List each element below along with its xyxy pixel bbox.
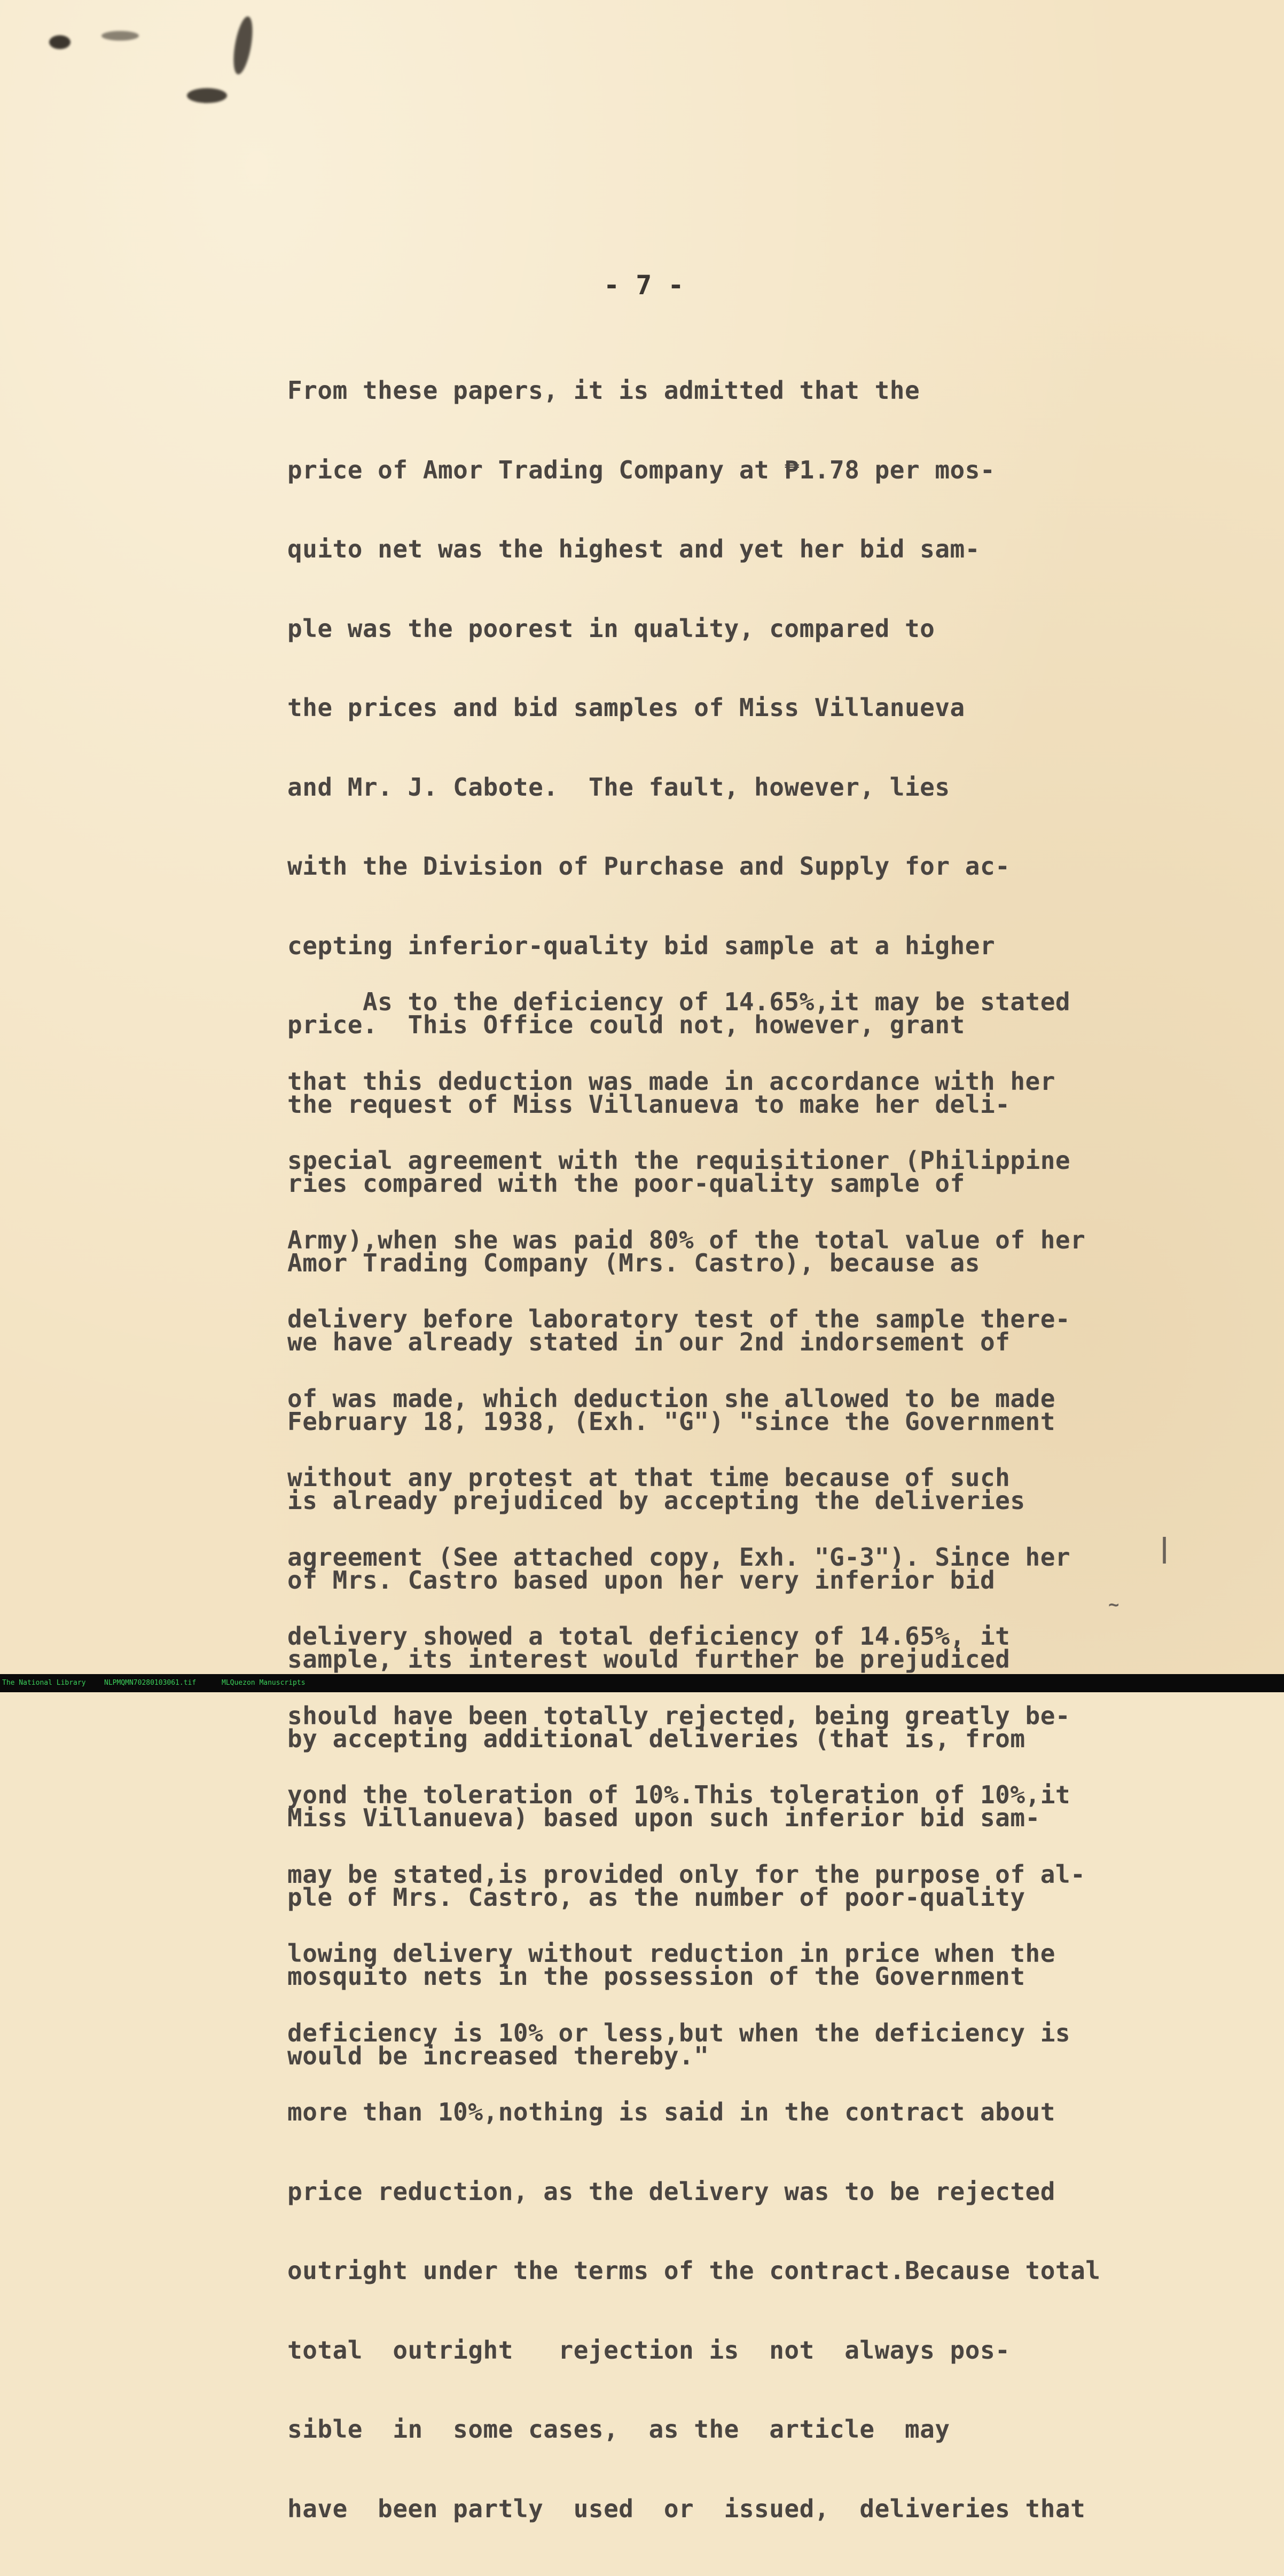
text-line: Miss Villanueva) based upon such inferior bid sam- [287, 1803, 1040, 1832]
text-line: ries compared with the poor-quality sample of [287, 1169, 965, 1198]
text-line: delivery showed a total deficiency of 14.65%, it [287, 1622, 1011, 1651]
text-line: by accepting additional deliveries (that is, from [287, 1724, 1025, 1753]
text-line: price. This Office could not, however, grant [287, 1010, 965, 1039]
text-line: mosquito nets in the possession of the Government [287, 1962, 1025, 1991]
text-line: February 18, 1938, (Exh. "G") "since the Government [287, 1407, 1055, 1436]
text-line: agreement (See attached copy, Exh. "G-3"). Since her [287, 1542, 1071, 1572]
ink-stain [101, 31, 139, 41]
text-line: Amor Trading Company (Mrs. Castro), because as [287, 1248, 980, 1277]
text-line: Army),when she was paid 80% of the total value of her [287, 1225, 1086, 1254]
text-line: of Mrs. Castro based upon her very inferior bid [287, 1565, 996, 1595]
text-line: without any protest at that time because of such [287, 1463, 1011, 1492]
text-line: deficiency is 10% or less,but when the deficiency is [287, 2018, 1071, 2047]
footer-file: NLPMQMN70280103061.tif [104, 1679, 197, 1687]
text-line: and Mr. J. Cabote. The fault, however, lies [287, 772, 950, 802]
text-line: outright under the terms of the contract.Because total [287, 2256, 1101, 2285]
text-line: the request of Miss Villanueva to make her deli- [287, 1089, 1011, 1119]
ink-stain [49, 35, 71, 49]
text-line: the prices and bid samples of Miss Villanueva [287, 693, 965, 722]
text-line: total outright rejection is not always pos- [287, 2335, 1011, 2365]
text-line: yond the toleration of 10%.This toleration of 10%,it [287, 1780, 1071, 1809]
text-line: ple of Mrs. Castro, as the number of poor-quality [287, 1882, 1025, 1912]
page-number: - 7 - [604, 270, 684, 301]
text-line: with the Division of Purchase and Supply for ac- [287, 852, 1011, 881]
footer-institution: The National Library [2, 1679, 86, 1687]
text-line: of was made, which deduction she allowed to be made [287, 1384, 1055, 1413]
text-line: have been partly used or issued, deliveries that [287, 2494, 1086, 2523]
footer-collection: MLQuezon Manuscripts [222, 1679, 306, 1687]
pencil-mark: | [1156, 1533, 1173, 1564]
text-line: is already prejudiced by accepting the deliveries [287, 1486, 1025, 1515]
archive-footer [0, 1674, 1284, 1692]
text-line: sible in some cases, as the article may [287, 2415, 950, 2444]
text-line: cepting inferior-quality bid sample at a higher [287, 931, 996, 960]
paragraph-2 [287, 936, 1185, 2575]
ink-stain [230, 15, 256, 76]
text-line: would be increased thereby." [287, 2041, 709, 2070]
text-line: sample, its interest would further be prejudiced [287, 1645, 1011, 1674]
text-line: special agreement with the requisitioner (Philippine [287, 1146, 1071, 1175]
text-line: ple was the poorest in quality, compared to [287, 614, 935, 643]
text-line: should have been totally rejected, being greatly be- [287, 1701, 1071, 1730]
text-line: quito net was the highest and yet her bid sam- [287, 535, 980, 563]
text-line: delivery before laboratory test of the sample there- [287, 1305, 1071, 1333]
ink-stain [187, 88, 227, 103]
text-line: From these papers, it is admitted that the [287, 376, 920, 405]
text-line: As to the deficiency of 14.65%,it may be stated [287, 987, 1071, 1016]
text-line: may be stated,is provided only for the purpose of al- [287, 1859, 1086, 1889]
text-line: we have already stated in our 2nd indorsement of [287, 1328, 1011, 1356]
text-line: price of Amor Trading Company at ₱1.78 per mos- [287, 455, 996, 484]
pencil-mark: ~ [1108, 1594, 1119, 1615]
text-line: more than 10%,nothing is said in the contract about [287, 2098, 1055, 2126]
text-line: price reduction, as the delivery was to be rejected [287, 2177, 1055, 2206]
text-line: that this deduction was made in accordance with her [287, 1066, 1055, 1096]
text-line: lowing delivery without reduction in price when the [287, 1939, 1055, 1968]
